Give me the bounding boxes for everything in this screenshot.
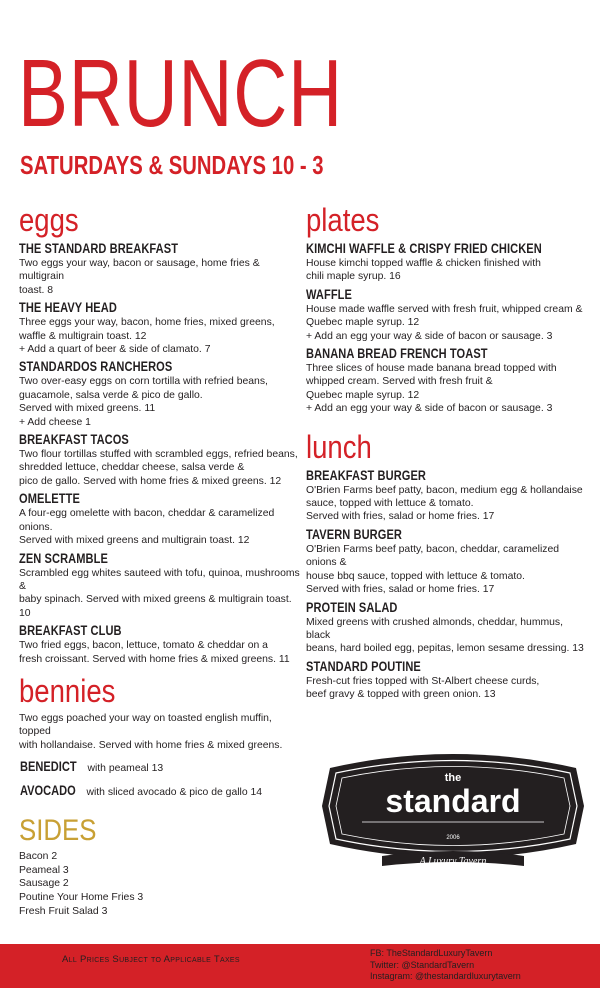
menu-item-description: Fresh-cut fries topped with St-Albert cheese curds, beef gravy & topped with green onion. 13: [306, 675, 540, 701]
menu-item: [19, 432, 302, 488]
page-subtitle: SATURDAYS & SUNDAYS 10 - 3: [20, 150, 324, 180]
menu-item: [306, 287, 590, 343]
menu-item-description: Two fried eggs, bacon, lettuce, tomato & cheddar on a fresh croissant. Served with home fries & mixed greens. 11: [19, 640, 290, 665]
menu-item-description: Two flour tortillas stuffed with scrambled eggs, refried beans, shredded lettuce, cheddar cheese, salsa verde & pico de gallo. Served with home fries & mixed greens. 12: [19, 449, 298, 487]
bennies-heading: bennies: [19, 672, 116, 709]
benny-name: AVOCADO: [20, 783, 76, 799]
eggs-list: [19, 241, 302, 666]
logo-year: 2006: [446, 835, 460, 841]
instagram-link[interactable]: Instagram: @thestandardluxurytavern: [370, 971, 521, 981]
bennies-intro: Two eggs poached your way on toasted english muffin, topped with hollandaise. Served with home fries & mixed greens.: [19, 712, 283, 751]
menu-item-addon: + Add a quart of beer & side of clamato. 7: [19, 344, 211, 356]
plates-heading: plates: [306, 202, 380, 238]
menu-item-description: A four-egg omelette with bacon, cheddar & caramelized onions. Served with mixed greens and multigrain toast. 12: [19, 508, 275, 547]
menu-item-description: O'Brien Farms beef patty, bacon, cheddar, caramelized onions & house bbq sauce, topped with lettuce & tomato. Served with fries, salad or home fries. 17: [306, 543, 560, 596]
lunch-heading: lunch: [306, 428, 372, 465]
right-column: [306, 203, 590, 705]
eggs-heading: eggs: [19, 202, 79, 238]
side-item: Fresh Fruit Salad 3: [19, 905, 108, 917]
footer-bar: [0, 944, 600, 988]
side-item: Sausage 2: [19, 878, 69, 890]
footer-social-links: [370, 948, 521, 983]
logo-tagline: A Luxury Tavern: [419, 856, 487, 867]
menu-item-description: Scrambled egg whites sauteed with tofu, quinoa, mushrooms & baby spinach. Served with mixed greens & multigrain toast. 10: [19, 567, 300, 619]
menu-item-addon: + Add an egg your way & side of bacon or sausage. 3: [306, 330, 553, 342]
menu-item: [306, 241, 590, 284]
menu-item-name: BREAKFAST CLUB: [19, 623, 122, 639]
plates-list: [306, 241, 590, 416]
benny-desc: with peameal 13: [87, 763, 164, 775]
menu-item: [306, 346, 590, 416]
menu-item-description: House made waffle served with fresh fruit, whipped cream & Quebec maple syrup. 12: [306, 303, 583, 329]
menu-item: [19, 623, 302, 666]
menu-item-name: KIMCHI WAFFLE & CRISPY FRIED CHICKEN: [306, 241, 542, 256]
lunch-list: [306, 468, 590, 702]
sides-list: [19, 850, 302, 918]
left-column: [19, 203, 302, 918]
menu-item-name: ZEN SCRAMBLE: [19, 550, 108, 566]
side-item: Poutine Your Home Fries 3: [19, 891, 144, 903]
menu-item: [19, 359, 302, 429]
menu-item-name: BREAKFAST BURGER: [306, 467, 427, 483]
menu-item-description: Mixed greens with crushed almonds, cheddar, hummus, black beans, hard boiled egg, pepitas, lemon sesame dressing. 13: [306, 616, 584, 655]
benny-name: BENEDICT: [20, 759, 77, 775]
menu-item-description: House kimchi topped waffle & chicken finished with chili maple syrup. 16: [306, 258, 541, 283]
menu-item-name: PROTEIN SALAD: [306, 599, 398, 615]
menu-item-description: Two over-easy eggs on corn tortilla with refried beans, guacamole, salsa verde & pico de gallo. Served with mixed greens. 11: [19, 376, 268, 415]
the-standard-logo: [322, 740, 584, 872]
menu-item: [306, 527, 590, 597]
menu-item: [19, 300, 302, 356]
menu-item-name: STANDARD POUTINE: [306, 658, 421, 674]
menu-item-description: Two eggs your way, bacon or sausage, home fries & multigrain toast. 8: [19, 258, 260, 296]
menu-item-name: WAFFLE: [306, 286, 352, 302]
menu-item-description: O'Brien Farms beef patty, bacon, medium egg & hollandaise sauce, topped with lettuce & tomato. Served with fries, salad or home fries. 17: [306, 484, 583, 523]
menu-item: [19, 491, 302, 547]
logo-the: the: [444, 772, 462, 784]
menu-item-name: THE STANDARD BREAKFAST: [19, 241, 179, 256]
menu-item-description: Three slices of house made banana bread topped with whipped cream. Served with fresh fruit & Quebec maple syrup. 12: [306, 363, 557, 401]
menu-item-description: Three eggs your way, bacon, home fries, mixed greens, waffle & multigrain toast. 12: [19, 317, 275, 342]
menu-item-name: OMELETTE: [19, 491, 80, 507]
benny-item: [20, 782, 302, 800]
menu-item-name: STANDARDOS RANCHEROS: [19, 359, 173, 375]
footer-taxes-note: All Prices Subject to Applicable Taxes: [62, 954, 240, 965]
menu-item-addon: + Add cheese 1: [19, 416, 91, 428]
benny-item: [20, 758, 302, 776]
page-title: BRUNCH: [18, 40, 344, 147]
menu-item: [306, 468, 590, 524]
menu-item-name: BREAKFAST TACOS: [19, 432, 129, 448]
side-item: Peameal 3: [19, 864, 69, 876]
menu-item: [19, 241, 302, 297]
benny-desc: with sliced avocado & pico de gallo 14: [86, 787, 263, 799]
menu-item-name: TAVERN BURGER: [306, 526, 402, 542]
menu-item: [306, 659, 590, 702]
menu-item-addon: + Add an egg your way & side of bacon or sausage. 3: [306, 403, 553, 415]
sides-heading: SIDES: [19, 814, 97, 848]
menu-item: [19, 551, 302, 621]
facebook-link[interactable]: FB: TheStandardLuxuryTavern: [370, 948, 493, 958]
side-item: Bacon 2: [19, 851, 58, 863]
twitter-link[interactable]: Twitter: @StandardTavern: [370, 959, 475, 970]
logo-name: standard: [385, 783, 521, 819]
menu-item-name: BANANA BREAD FRENCH TOAST: [306, 346, 488, 362]
menu-item: [306, 600, 590, 656]
menu-item-name: THE HEAVY HEAD: [19, 300, 117, 316]
